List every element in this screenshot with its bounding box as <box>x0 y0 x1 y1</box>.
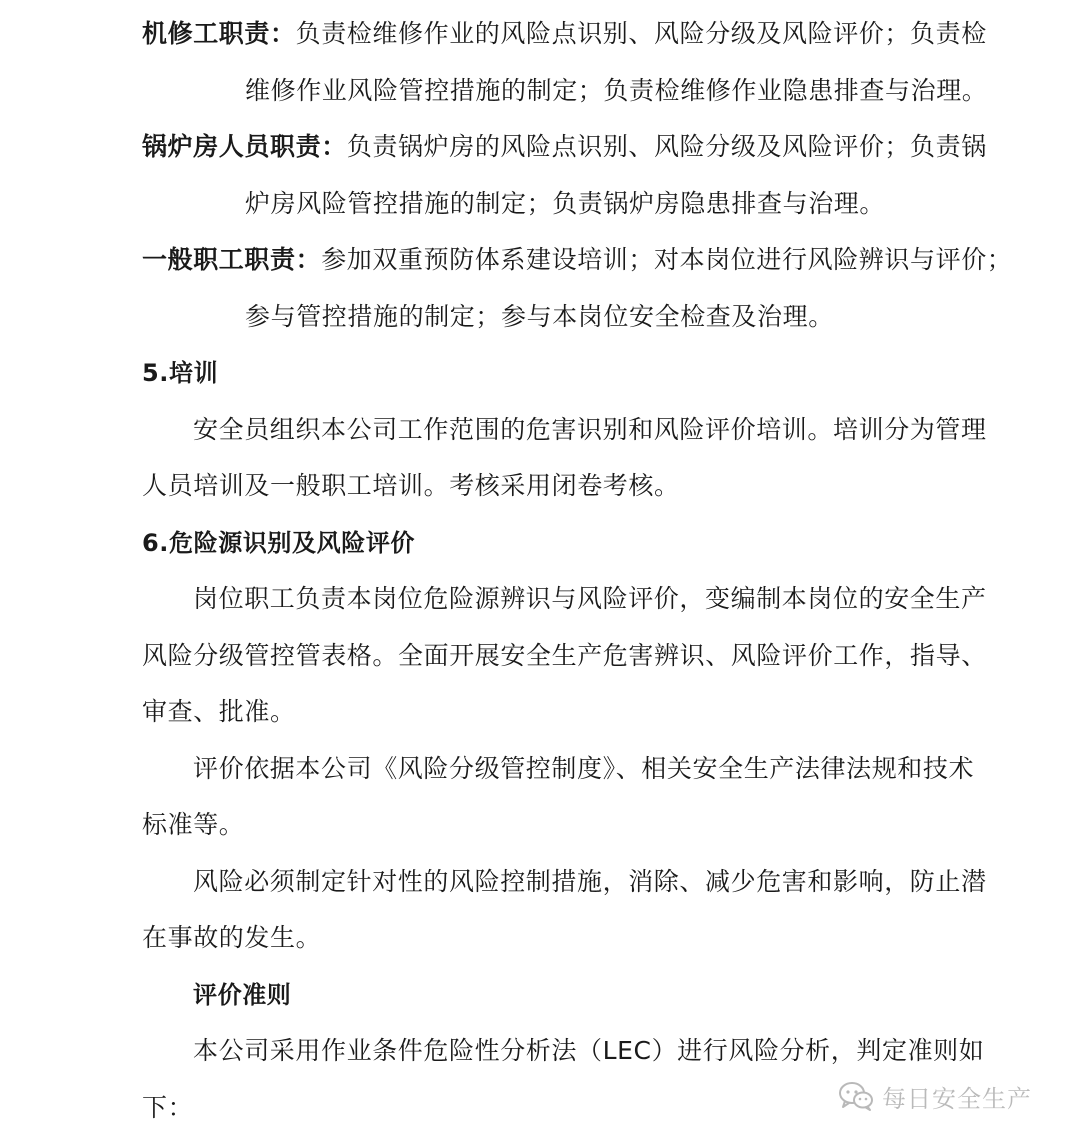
hazard-paragraph-3-line-1: 风险必须制定针对性的风险控制措施，消除、减少危害和影响，防止潜 <box>193 867 987 896</box>
general-duty-text-1: 参加双重预防体系建设培训；对本岗位进行风险辨识与评价； <box>321 245 1013 274</box>
general-duty-line-1 <box>142 244 1012 276</box>
hazard-paragraph-2-line-2: 标准等。 <box>142 810 245 839</box>
general-duty-label: 一般职工职责： <box>142 245 322 274</box>
mechanic-duty-line-2: 维修作业风险管控措施的制定；负责检维修作业隐患排查与治理。 <box>245 76 988 105</box>
watermark <box>838 1076 1032 1116</box>
general-duty-line-2: 参与管控措施的制定；参与本岗位安全检查及治理。 <box>245 302 834 331</box>
wechat-icon <box>838 1081 874 1111</box>
boiler-duty-label: 锅炉房人员职责： <box>142 132 347 161</box>
criteria-paragraph-line-2: 下： <box>142 1093 194 1122</box>
boiler-duty-line-2: 炉房风险管控措施的制定；负责锅炉房隐患排查与治理。 <box>245 189 886 218</box>
mechanic-duty-text-1: 负责检维修作业的风险点识别、风险分级及风险评价；负责检 <box>295 19 987 48</box>
hazard-paragraph-1-line-3: 审查、批准。 <box>142 697 296 726</box>
mechanic-duty-label: 机修工职责： <box>142 19 296 48</box>
criteria-paragraph-line-1: 本公司采用作业条件危险性分析法（LEC）进行风险分析，判定准则如 <box>193 1036 985 1065</box>
boiler-duty-text-1: 负责锅炉房的风险点识别、风险分级及风险评价；负责锅 <box>346 132 987 161</box>
training-paragraph-line-2: 人员培训及一般职工培训。考核采用闭卷考核。 <box>142 471 680 500</box>
boiler-duty-line-1 <box>142 131 987 163</box>
hazard-paragraph-2-line-1: 评价依据本公司《风险分级管控制度》、相关安全生产法律法规和技术 <box>193 754 975 783</box>
hazard-heading: 6.危险源识别及风险评价 <box>142 529 416 557</box>
hazard-paragraph-3-line-2: 在事故的发生。 <box>142 923 322 952</box>
watermark-text: 每日安全生产 <box>882 1084 1032 1113</box>
hazard-paragraph-1-line-2: 风险分级管控管表格。全面开展安全生产危害辨识、风险评价工作，指导、 <box>142 641 987 670</box>
training-heading: 5.培训 <box>142 359 219 387</box>
training-paragraph-line-1: 安全员组织本公司工作范围的危害识别和风险评价培训。培训分为管理 <box>193 415 987 444</box>
hazard-paragraph-1-line-1: 岗位职工负责本岗位危险源辨识与风险评价，变编制本岗位的安全生产 <box>193 584 987 613</box>
mechanic-duty-line-1 <box>142 18 987 50</box>
criteria-heading: 评价准则 <box>193 981 292 1009</box>
